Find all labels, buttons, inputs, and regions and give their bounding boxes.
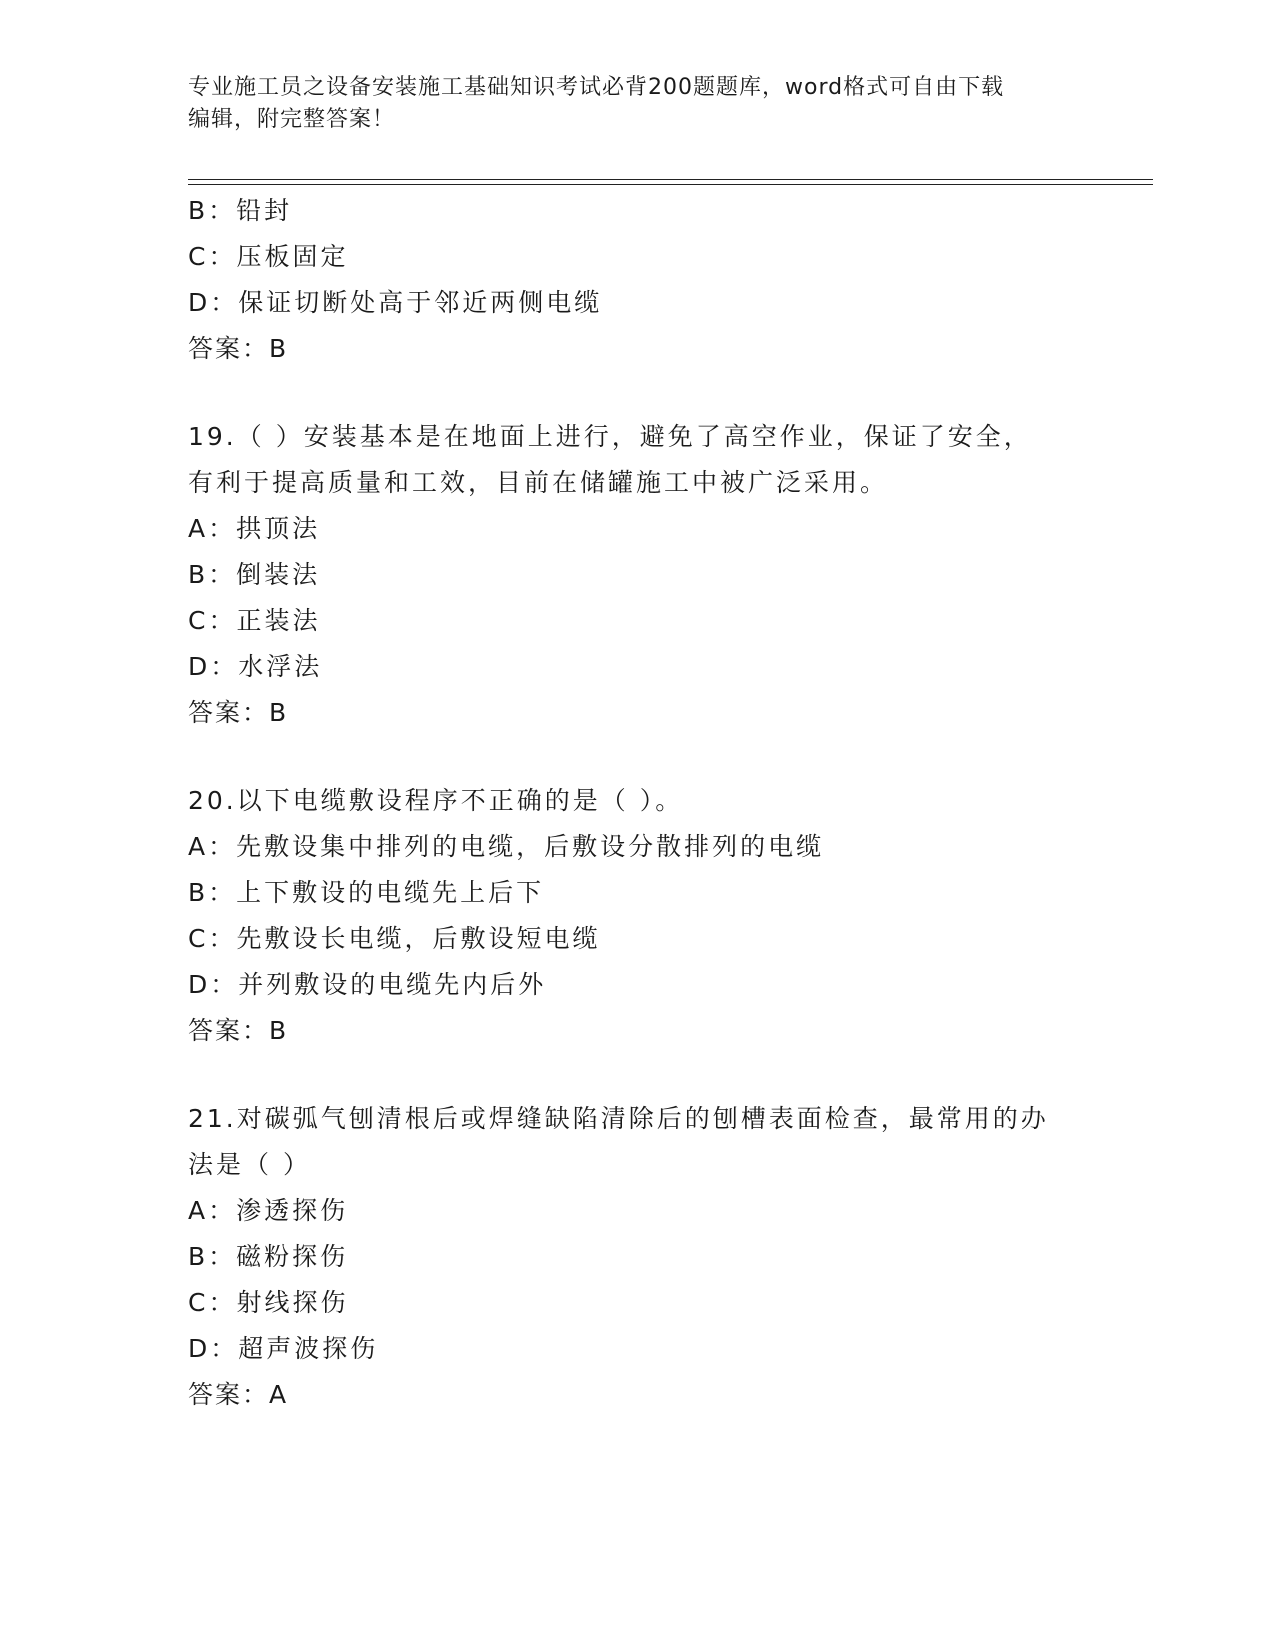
document-header bbox=[188, 72, 1088, 136]
answer-line: 答案：B bbox=[188, 334, 289, 363]
header-line-2: 编辑，附完整答案！ bbox=[188, 107, 396, 132]
header-divider-bottom bbox=[188, 184, 1153, 185]
question-stem: 19.（ ）安装基本是在地面上进行，避免了高空作业，保证了安全， bbox=[188, 422, 1032, 451]
option-d: D：水浮法 bbox=[188, 652, 323, 681]
prev-question-block bbox=[188, 188, 1118, 372]
option-a: A：渗透探伤 bbox=[188, 1196, 349, 1225]
option-c: C：压板固定 bbox=[188, 242, 349, 271]
answer-line: 答案：A bbox=[188, 1380, 289, 1409]
spacer bbox=[188, 1054, 1118, 1096]
option-a: A：先敷设集中排列的电缆，后敷设分散排列的电缆 bbox=[188, 832, 825, 861]
question-stem: 20.以下电缆敷设程序不正确的是（ ）。 bbox=[188, 786, 684, 815]
header-line-1: 专业施工员之设备安装施工基础知识考试必背200题题库，word格式可自由下载 bbox=[188, 75, 1005, 100]
question-content bbox=[188, 188, 1118, 1418]
option-b: B：倒装法 bbox=[188, 560, 321, 589]
option-a: A：拱顶法 bbox=[188, 514, 321, 543]
header-divider-top bbox=[188, 179, 1153, 180]
option-c: C：先敷设长电缆，后敷设短电缆 bbox=[188, 924, 601, 953]
spacer bbox=[188, 372, 1118, 414]
option-d: D：超声波探伤 bbox=[188, 1334, 379, 1363]
option-c: C：正装法 bbox=[188, 606, 321, 635]
spacer bbox=[188, 736, 1118, 778]
question-stem: 21.对碳弧气刨清根后或焊缝缺陷清除后的刨槽表面检查，最常用的办 bbox=[188, 1104, 1049, 1133]
option-c: C：射线探伤 bbox=[188, 1288, 349, 1317]
answer-line: 答案：B bbox=[188, 698, 289, 727]
question-20 bbox=[188, 778, 1118, 1054]
option-d: D：并列敷设的电缆先内后外 bbox=[188, 970, 547, 999]
option-b: B：铅封 bbox=[188, 196, 293, 225]
question-19 bbox=[188, 414, 1118, 736]
question-stem: 法是（ ） bbox=[188, 1150, 311, 1179]
question-stem: 有利于提高质量和工效，目前在储罐施工中被广泛采用。 bbox=[188, 468, 889, 497]
option-b: B：上下敷设的电缆先上后下 bbox=[188, 878, 545, 907]
option-b: B：磁粉探伤 bbox=[188, 1242, 349, 1271]
option-d: D：保证切断处高于邻近两侧电缆 bbox=[188, 288, 603, 317]
question-21 bbox=[188, 1096, 1118, 1418]
answer-line: 答案：B bbox=[188, 1016, 289, 1045]
